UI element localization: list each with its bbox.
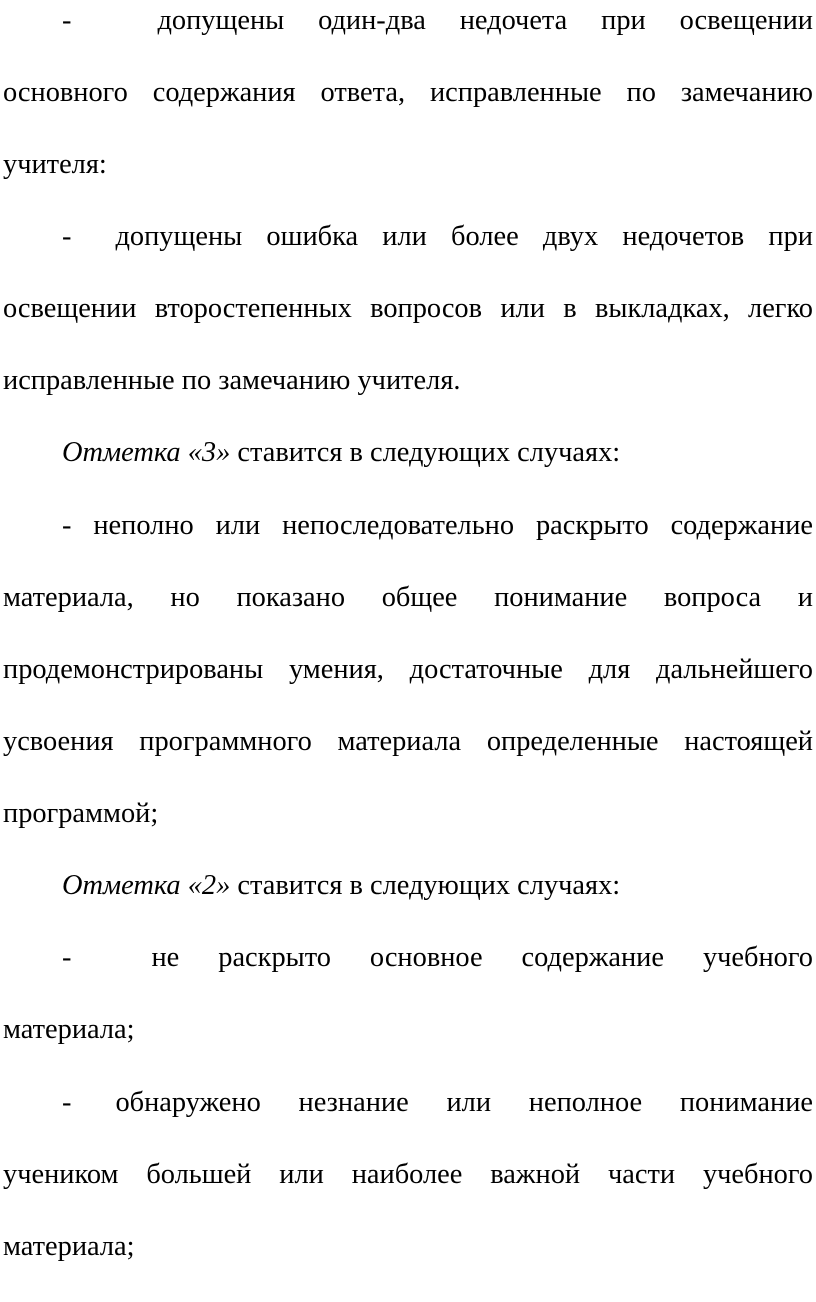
list-item-dash-line (62, 219, 813, 255)
text-line: не раскрыто основное содержание учебного (151, 942, 813, 973)
text-line: материала; (3, 1231, 135, 1262)
dash-marker: - (62, 1087, 72, 1118)
grade-2-label: Отметка «2» (62, 870, 231, 901)
grade-2-heading (62, 868, 813, 904)
dash-marker: - (62, 942, 72, 973)
list-item-dash-line (62, 940, 813, 976)
grade-3-text: ставится в следующих случаях: (230, 437, 621, 468)
text-line: усвоения программного материала определенные настоящей (3, 726, 813, 757)
text-line: материала; (3, 1014, 135, 1045)
dash-marker: - (62, 5, 72, 36)
text-line: учителя: (3, 149, 107, 180)
list-item-dash-line (62, 3, 813, 39)
text-line: продемонстрированы умения, достаточные для дальнейшего (3, 654, 813, 685)
grade-3-heading (62, 435, 813, 471)
text-line: исправленные по замечанию учителя. (3, 365, 461, 396)
list-item-dash-line (62, 1085, 813, 1121)
text-line: материала, но показано общее понимание вопроса и (3, 582, 813, 613)
text-line: допущены один-два недочета при освещении (157, 5, 813, 36)
text-line: программой; (3, 798, 159, 829)
text-line: обнаружено незнание или неполное понимание (115, 1087, 813, 1118)
dash-marker: - (62, 221, 72, 252)
grade-2-text: ставится в следующих случаях: (230, 870, 621, 901)
text-line: - неполно или непоследовательно раскрыто содержание (62, 510, 813, 541)
text-line: основного содержания ответа, исправленные по замечанию (3, 77, 813, 108)
text-line: учеником большей или наиболее важной части учебного (3, 1159, 813, 1190)
grade-3-label: Отметка «3» (62, 437, 231, 468)
text-line: допущены ошибка или более двух недочетов при (115, 221, 813, 252)
text-line: освещении второстепенных вопросов или в выкладках, легко (3, 293, 813, 324)
